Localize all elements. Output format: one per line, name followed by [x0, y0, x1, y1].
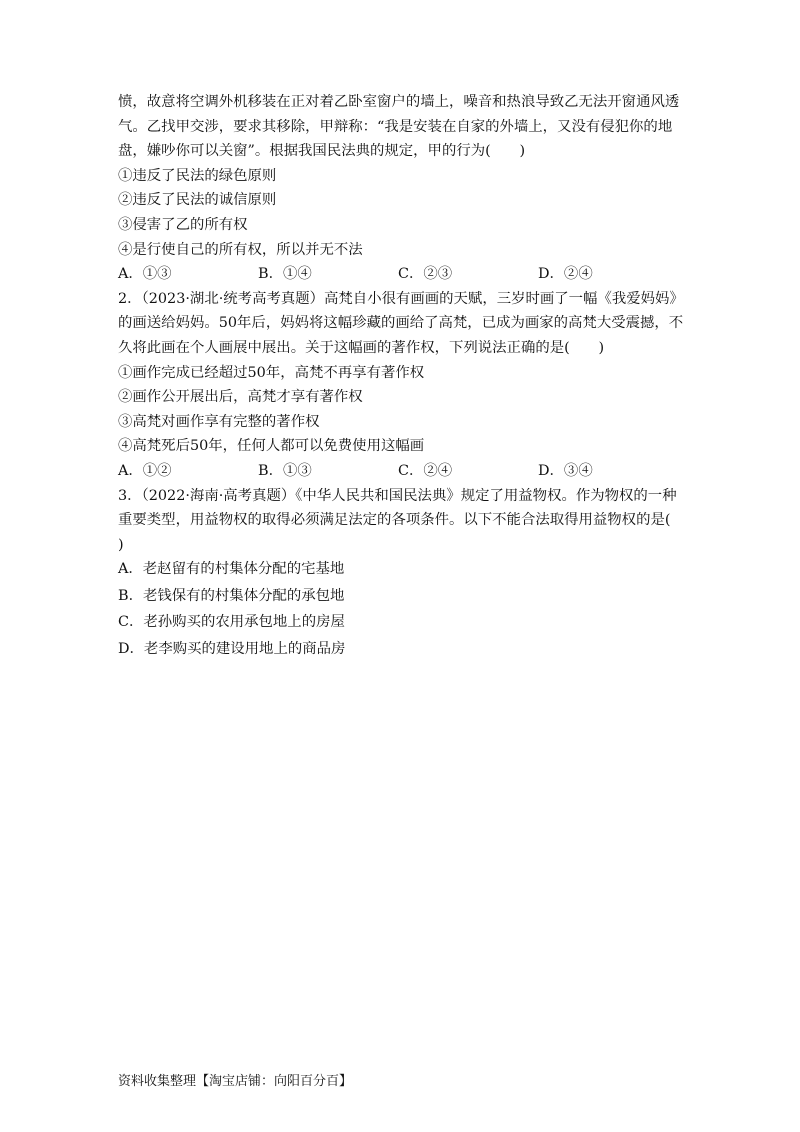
question-1 — [118, 90, 680, 287]
question-2-option-b: B．①③ — [258, 462, 312, 479]
page-footer: 资料收集整理【淘宝店铺：向阳百分百】 — [118, 1074, 353, 1089]
question-2-option-d: D．③④ — [538, 462, 593, 479]
question-2-stem-line-3: 久将此画在个人画展中展出。关于这幅画的著作权，下列说法正确的是( ) — [118, 339, 605, 356]
question-2-statement-1: ①画作完成已经超过50年，高梵不再享有著作权 — [118, 364, 425, 381]
question-2 — [118, 287, 684, 484]
question-2-option-c: C．②④ — [398, 462, 453, 479]
question-3-stem-line-2: 重要类型，用益物权的取得必须满足法定的各项条件。以下不能合法取得用益物权的是( — [118, 512, 671, 529]
question-1-stem-line-1: 愤，故意将空调外机移装在正对着乙卧室窗户的墙上，噪音和热浪导致乙无法开窗通风透 — [118, 94, 680, 110]
question-content — [118, 90, 684, 664]
question-1-option-d: D．②④ — [538, 266, 593, 283]
question-3-stem-line-3: ) — [118, 536, 124, 553]
question-3-stem-line-1: 3．（2022·海南·高考真题）《中华人民共和国民法典》规定了用益物权。作为物权的一种 — [118, 487, 677, 504]
question-2-statement-2: ②画作公开展出后，高梵才享有著作权 — [118, 389, 363, 406]
question-3-option-b: B．老钱保有的村集体分配的承包地 — [118, 587, 345, 604]
question-3-option-d: D．老李购买的建设用地上的商品房 — [118, 641, 346, 658]
question-1-statement-3: ③侵害了乙的所有权 — [118, 216, 248, 233]
question-1-statement-2: ②违反了民法的诚信原则 — [118, 192, 277, 209]
question-1-option-a: A．①③ — [118, 266, 172, 283]
question-2-statement-4: ④高梵死后50年，任何人都可以免费使用这幅画 — [118, 438, 425, 455]
question-2-statement-3: ③高梵对画作享有完整的著作权 — [118, 413, 320, 430]
question-1-option-b: B．①④ — [258, 266, 312, 283]
question-2-stem-line-1: 2．（2023·湖北·统考高考真题）高梵自小很有画画的天赋，三岁时画了一幅《我爱妈妈》 — [118, 290, 684, 307]
question-3-option-c: C．老孙购买的农用承包地上的房屋 — [118, 614, 345, 631]
question-3 — [118, 484, 680, 664]
question-1-statement-1: ①违反了民法的绿色原则 — [118, 167, 277, 184]
question-2-options — [118, 459, 680, 484]
question-1-stem-line-3: 盘，嫌吵你可以关窗”。根据我国民法典的规定，甲的行为( ) — [118, 143, 526, 160]
question-1-options — [118, 262, 680, 287]
question-2-option-a: A．①② — [118, 462, 172, 479]
question-3-option-a: A．老赵留有的村集体分配的宅基地 — [118, 561, 345, 578]
question-1-stem-line-2: 气。乙找甲交涉，要求其移除，甲辩称：“我是安装在自家的外墙上，又没有侵犯你的地 — [118, 118, 673, 135]
question-1-option-c: C．②③ — [398, 266, 453, 283]
question-2-stem-line-2: 的画送给妈妈。50年后，妈妈将这幅珍藏的画给了高梵，已成为画家的高梵大受震撼，不 — [118, 315, 684, 332]
question-1-statement-4: ④是行使自己的所有权，所以并无不法 — [118, 241, 363, 258]
